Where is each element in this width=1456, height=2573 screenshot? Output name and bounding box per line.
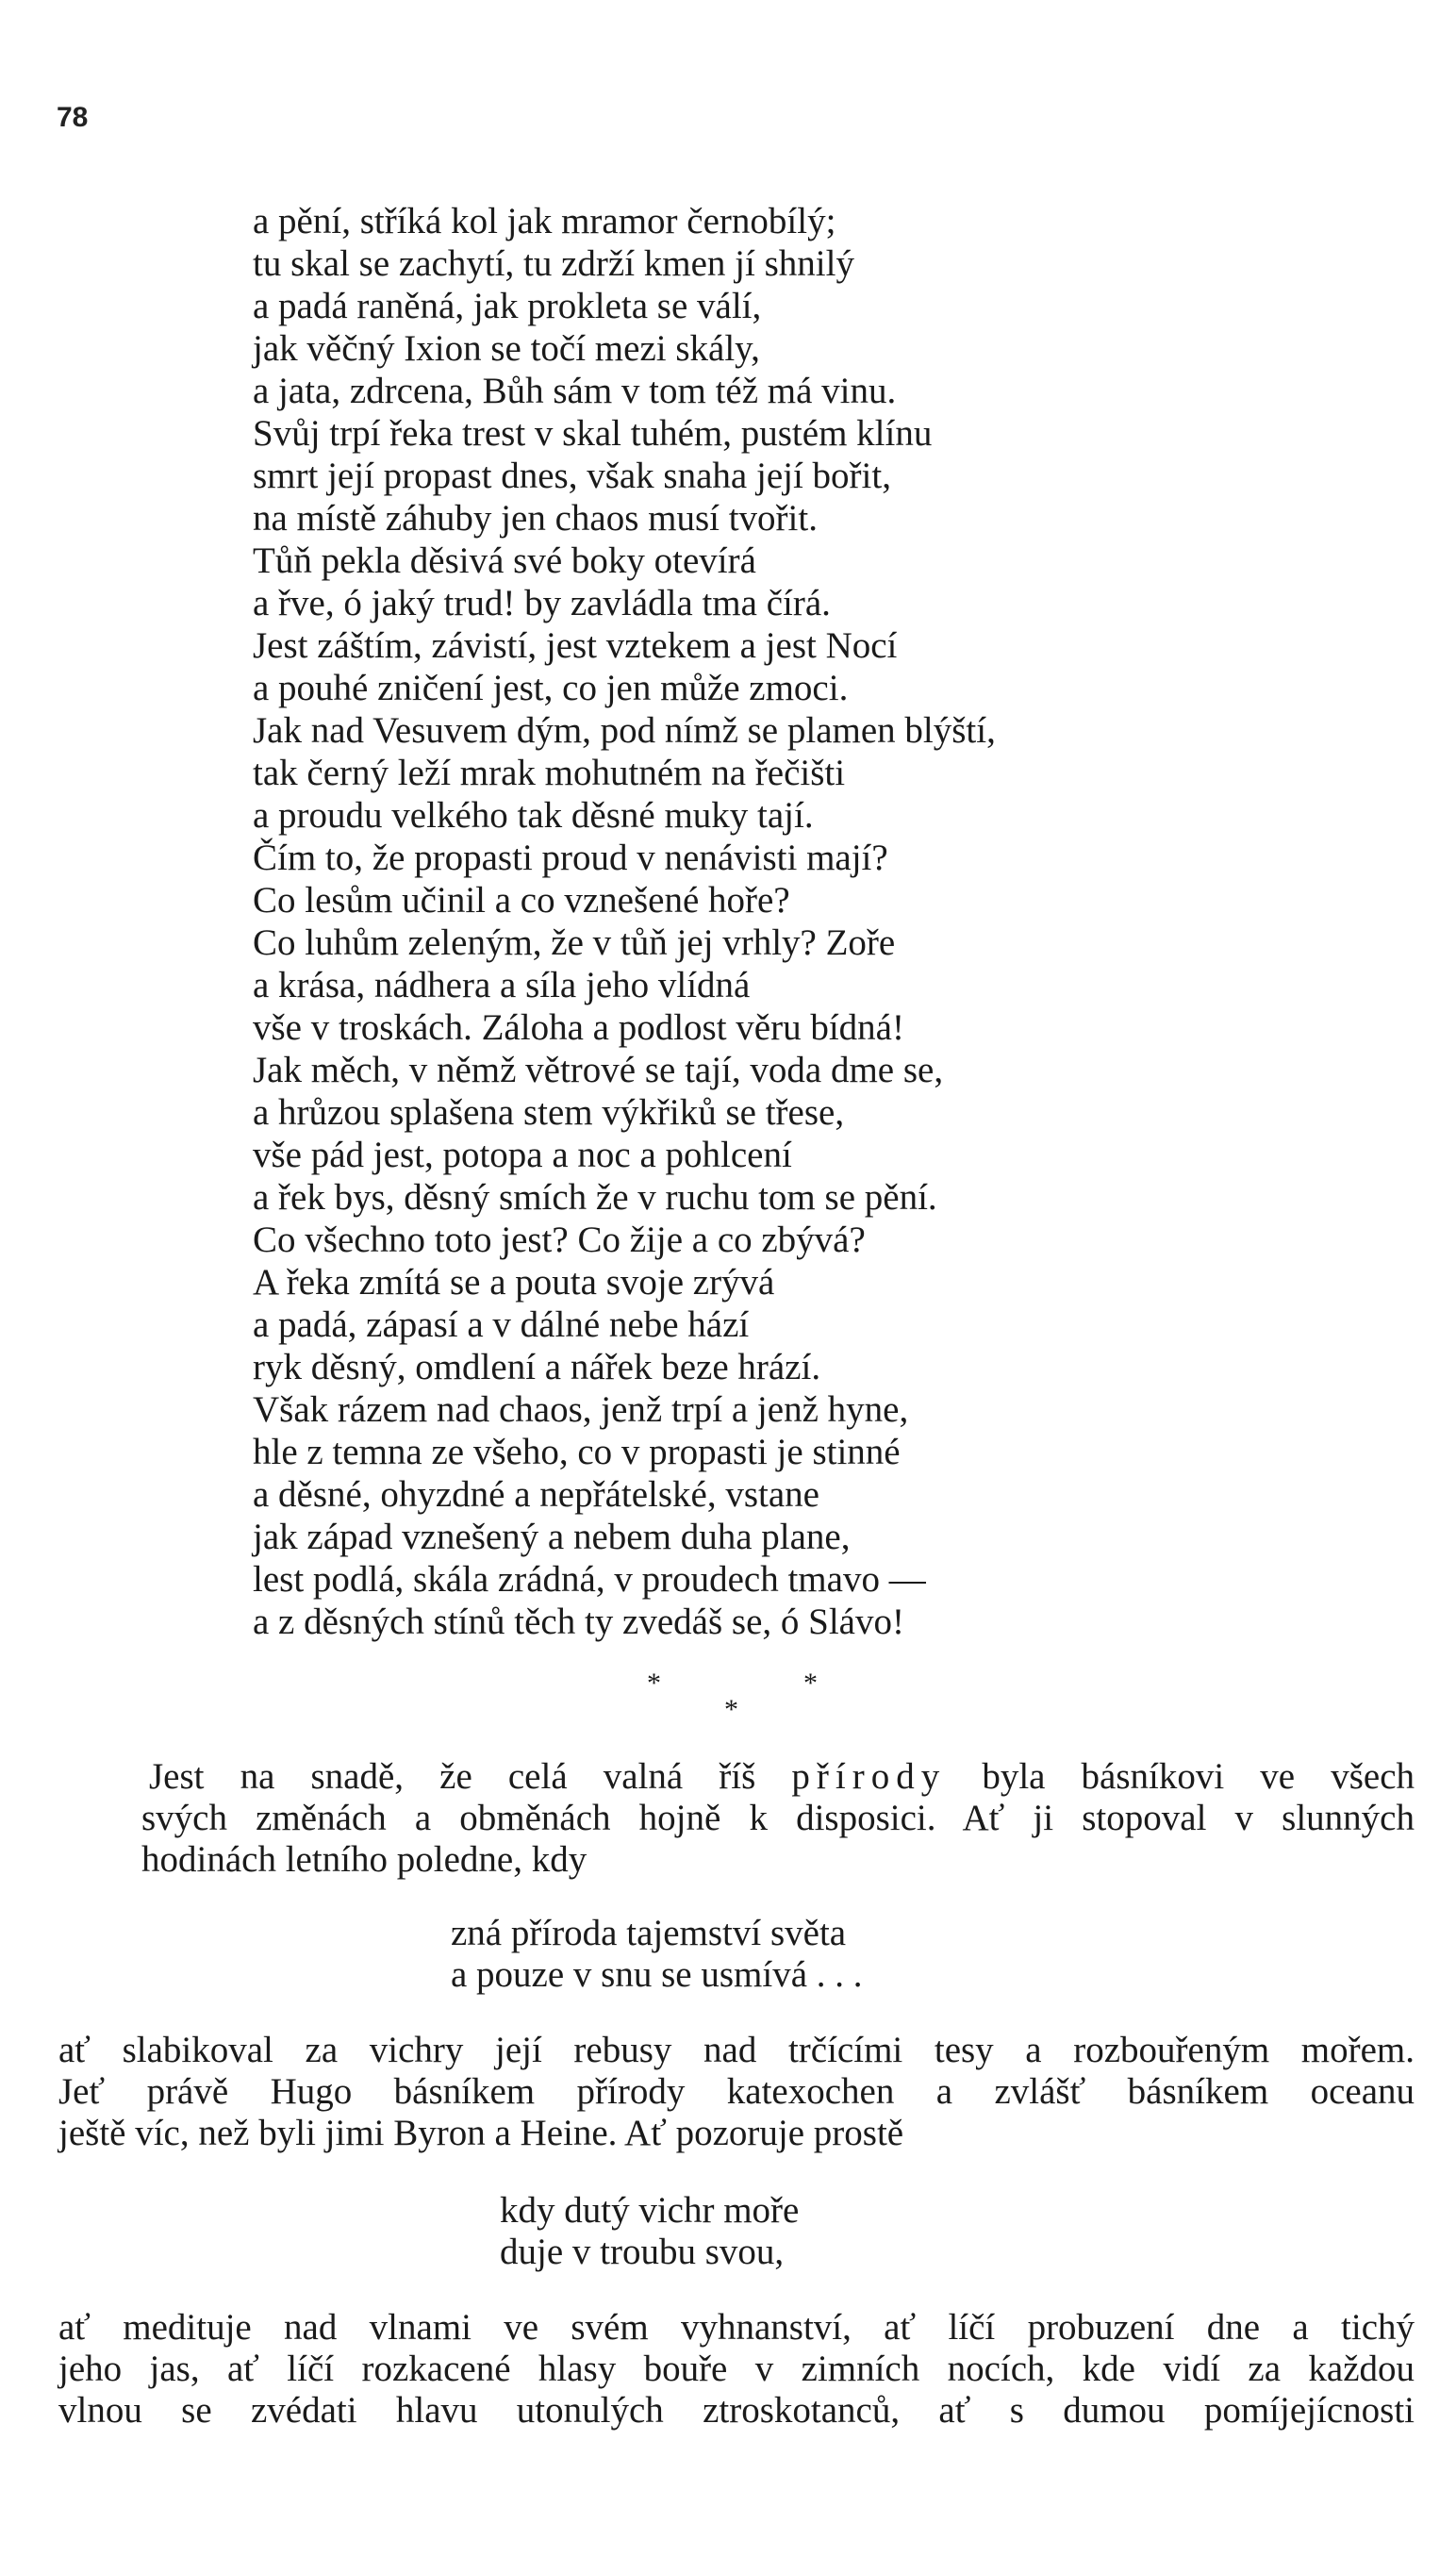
quote-line: duje v troubu svou, xyxy=(500,2232,785,2272)
quote-2 xyxy=(500,2190,799,2273)
poem-line: Jak nad Vesuvem dým, pod nímž se plamen blýští, xyxy=(253,710,996,751)
emphasis: přírody xyxy=(791,1756,947,1797)
poem-line: vše pád jest, potopa a noc a pohlcení xyxy=(253,1135,792,1175)
poem-line: a pění, stříká kol jak mramor černobílý; xyxy=(253,201,836,241)
poem-line: a krása, nádhera a síla jeho vlídná xyxy=(253,965,751,1005)
quote-1 xyxy=(451,1913,863,1996)
asterisk: * xyxy=(724,1694,738,1725)
poem-line: ryk děsný, omdlení a nářek beze hrází. xyxy=(253,1347,821,1387)
quote-line: zná příroda tajemství světa xyxy=(451,1913,847,1953)
poem-line: Čím to, že propasti proud v nenávisti mají? xyxy=(253,838,888,878)
poem-line: smrt její propast dnes, však snaha její bořit, xyxy=(253,456,891,496)
paragraph-1 xyxy=(141,1756,1415,1881)
poem-line: hle z temna ze všeho, co v propasti je stinné xyxy=(253,1432,901,1472)
asterisk: * xyxy=(803,1668,818,1699)
quote-line: a pouze v snu se usmívá . . . xyxy=(451,1954,863,1995)
poem-line: Co luhům zeleným, že v tůň jej vrhly? Zoře xyxy=(253,922,896,963)
poem-line: a řek bys, děsný smích že v ruchu tom se pění. xyxy=(253,1177,937,1218)
poem-line: vše v troskách. Záloha a podlost věru bídná! xyxy=(253,1007,904,1048)
poem-line: Jest záštím, závistí, jest vztekem a jest Nocí xyxy=(253,625,898,666)
poem-line: a padá, zápasí a v dálné nebe hází xyxy=(253,1304,750,1345)
quote-line: kdy dutý vichr moře xyxy=(500,2190,800,2231)
poem-line: jak západ vznešený a nebem duha plane, xyxy=(253,1517,851,1557)
poem-line: tu skal se zachytí, tu zdrží kmen jí shnilý xyxy=(253,243,854,284)
poem-line: Co lesům učinil a co vznešené hoře? xyxy=(253,880,790,921)
paragraph-3 xyxy=(58,2307,1415,2432)
poem-line: tak černý leží mrak mohutném na řečišti xyxy=(253,753,846,793)
poem-line: Svůj trpí řeka trest v skal tuhém, pustém klínu xyxy=(253,413,933,454)
poem-line: Však rázem nad chaos, jenž trpí a jenž hyne, xyxy=(253,1389,909,1430)
poem-line: Co všechno toto jest? Co žije a co zbývá? xyxy=(253,1220,866,1260)
paragraph-line: Jest na snadě, že celá valná říš přírody byla básníkovi ve všech xyxy=(149,1756,1415,1797)
poem-line: a děsné, ohyzdné a nepřátelské, vstane xyxy=(253,1474,819,1515)
paragraph-line: ať medituje nad vlnami ve svém vyhnanství, ať líčí probuzení dne a tichý xyxy=(58,2307,1415,2348)
poem-line: a padá raněná, jak prokleta se válí, xyxy=(253,286,762,326)
paragraph-line: ať slabikoval za vichry její rebusy nad trčícími tesy a rozbouřeným mořem. xyxy=(58,2030,1415,2070)
paragraph-line: ještě víc, než byli jimi Byron a Heine. Ať pozoruje prostě xyxy=(58,2113,904,2153)
paragraph-2 xyxy=(58,2030,1415,2154)
poem-line: a jata, zdrcena, Bůh sám v tom též má vinu. xyxy=(253,371,897,411)
poem-line: a z děsných stínů těch ty zvedáš se, ó Slávo! xyxy=(253,1602,904,1642)
poem-line: a pouhé zničení jest, co jen může zmoci. xyxy=(253,668,849,708)
poem-line: a proudu velkého tak děsné muky tají. xyxy=(253,795,814,836)
page-number: 78 xyxy=(57,102,89,133)
paragraph-line: Jeť právě Hugo básníkem přírody katexochen a zvlášť básníkem oceanu xyxy=(58,2071,1415,2112)
paragraph-line: jeho jas, ať líčí rozkacené hlasy bouře v zimních nocích, kde vidí za každou xyxy=(58,2349,1415,2389)
poem-line: A řeka zmítá se a pouta svoje zrývá xyxy=(253,1262,775,1303)
poem-line: a hrůzou splašena stem výkřiků se třese, xyxy=(253,1092,845,1133)
paragraph-line: svých změnách a obměnách hojně k disposici. Ať ji stopoval v slunných xyxy=(141,1798,1415,1838)
poem-line: na místě záhuby jen chaos musí tvořit. xyxy=(253,498,818,539)
poem-line: Jak měch, v němž větrové se tají, voda dme se, xyxy=(253,1050,944,1090)
section-divider xyxy=(0,1668,1456,1734)
asterisk: * xyxy=(647,1668,661,1699)
poem-line: lest podlá, skála zrádná, v proudech tmavo — xyxy=(253,1559,926,1600)
poem-line: a řve, ó jaký trud! by zavládla tma čírá. xyxy=(253,583,831,623)
paragraph-line: hodinách letního poledne, kdy xyxy=(141,1839,587,1880)
poem-line: Tůň pekla děsivá své boky otevírá xyxy=(253,540,756,581)
poem xyxy=(253,200,996,1643)
poem-line: jak věčný Ixion se točí mezi skály, xyxy=(253,328,760,369)
paragraph-line: vlnou se zvédati hlavu utonulých ztroskotanců, ať s dumou pomíjejícnosti xyxy=(58,2390,1415,2431)
